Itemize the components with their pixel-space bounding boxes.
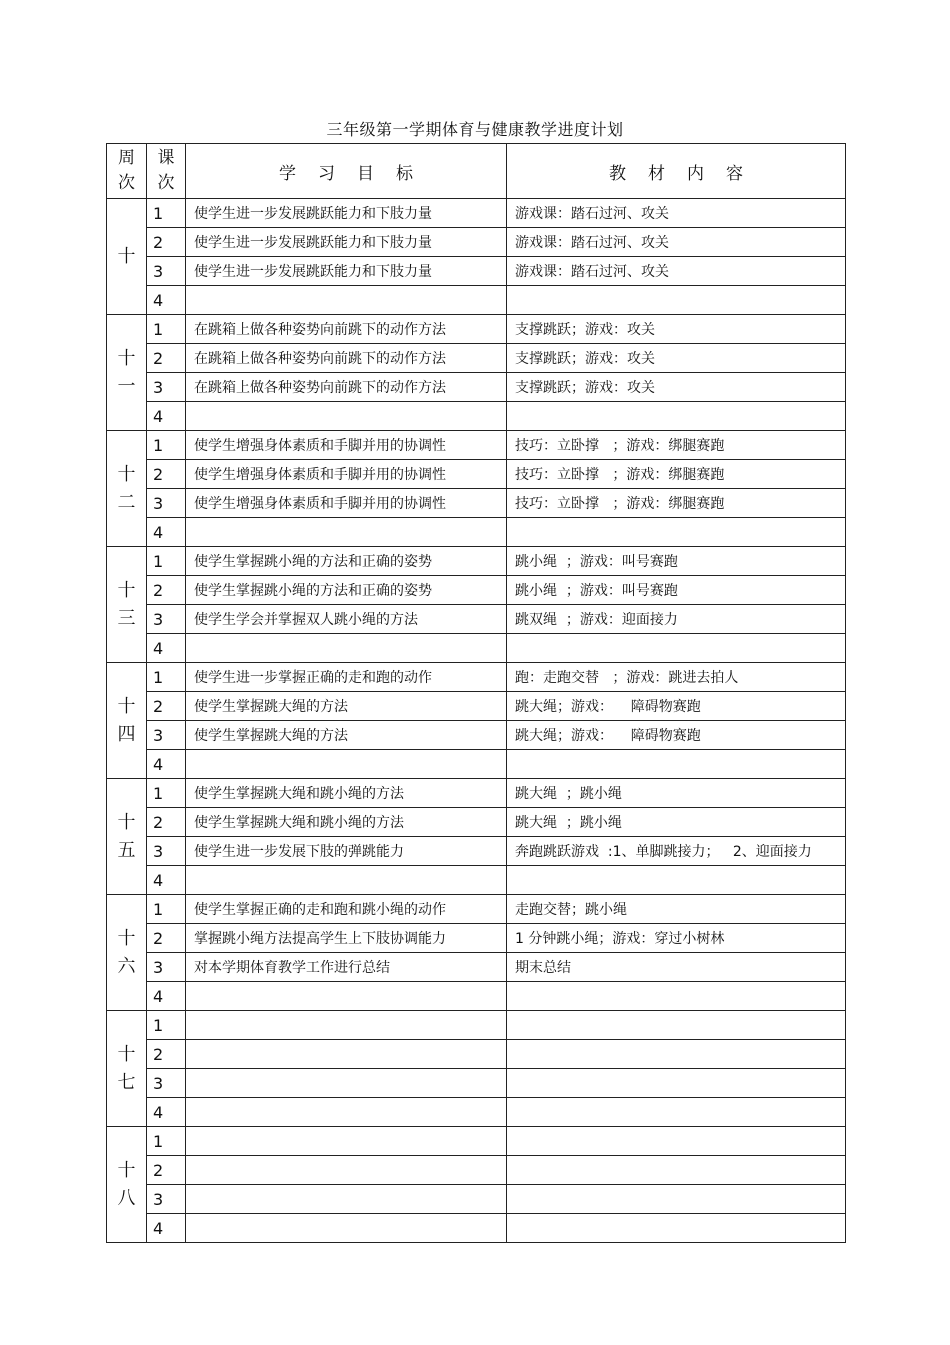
week-cell: 十 xyxy=(107,199,147,315)
lesson-number-cell: 1 xyxy=(147,1127,186,1156)
lesson-number-cell: 2 xyxy=(147,344,186,373)
teaching-content-cell xyxy=(507,750,846,779)
learning-goal-cell: 使学生学会并掌握双人跳小绳的方法 xyxy=(186,605,507,634)
teaching-content-cell xyxy=(507,1185,846,1214)
lesson-number-cell: 2 xyxy=(147,1040,186,1069)
learning-goal-cell: 使学生掌握跳大绳的方法 xyxy=(186,692,507,721)
lesson-number-cell: 2 xyxy=(147,924,186,953)
table-row xyxy=(107,634,846,663)
lesson-number-cell: 2 xyxy=(147,576,186,605)
learning-goal-cell: 使学生进一步掌握正确的走和跑的动作 xyxy=(186,663,507,692)
learning-goal-cell: 使学生掌握跳大绳的方法 xyxy=(186,721,507,750)
lesson-number-cell: 1 xyxy=(147,895,186,924)
lesson-number-cell: 4 xyxy=(147,866,186,895)
table-row xyxy=(107,692,846,721)
header-goal: 学习目标 xyxy=(186,144,507,199)
teaching-content-cell: 技巧：立卧撑 ；游戏：绑腿赛跑 xyxy=(507,489,846,518)
table-row xyxy=(107,866,846,895)
teaching-content-cell: 支撑跳跃；游戏：攻关 xyxy=(507,344,846,373)
learning-goal-cell: 使学生掌握跳大绳和跳小绳的方法 xyxy=(186,808,507,837)
learning-goal-cell xyxy=(186,1011,507,1040)
teaching-content-cell xyxy=(507,1069,846,1098)
learning-goal-cell: 掌握跳小绳方法提高学生上下肢协调能力 xyxy=(186,924,507,953)
week-cell: 十八 xyxy=(107,1127,147,1243)
learning-goal-cell xyxy=(186,1214,507,1243)
table-row xyxy=(107,808,846,837)
table-row xyxy=(107,1011,846,1040)
teaching-content-cell: 游戏课：踏石过河、攻关 xyxy=(507,257,846,286)
table-row xyxy=(107,373,846,402)
table-row xyxy=(107,1214,846,1243)
table-header-row xyxy=(107,144,846,199)
teaching-content-cell xyxy=(507,1098,846,1127)
teaching-content-cell: 跳小绳 ；游戏：叫号赛跑 xyxy=(507,547,846,576)
learning-goal-cell xyxy=(186,1098,507,1127)
table-row xyxy=(107,518,846,547)
table-row xyxy=(107,344,846,373)
table-row xyxy=(107,895,846,924)
teaching-content-cell: 游戏课：踏石过河、攻关 xyxy=(507,228,846,257)
table-row xyxy=(107,1040,846,1069)
teaching-content-cell xyxy=(507,1127,846,1156)
teaching-content-cell: 走跑交替；跳小绳 xyxy=(507,895,846,924)
lesson-number-cell: 1 xyxy=(147,1011,186,1040)
lesson-number-cell: 4 xyxy=(147,634,186,663)
learning-goal-cell: 在跳箱上做各种姿势向前跳下的动作方法 xyxy=(186,315,507,344)
header-content: 教材内容 xyxy=(507,144,846,199)
table-row xyxy=(107,460,846,489)
learning-goal-cell: 使学生进一步发展跳跃能力和下肢力量 xyxy=(186,257,507,286)
teaching-content-cell: 跳双绳 ；游戏：迎面接力 xyxy=(507,605,846,634)
lesson-number-cell: 1 xyxy=(147,199,186,228)
table-row xyxy=(107,924,846,953)
learning-goal-cell: 对本学期体育教学工作进行总结 xyxy=(186,953,507,982)
lesson-number-cell: 1 xyxy=(147,779,186,808)
week-cell: 十一 xyxy=(107,315,147,431)
lesson-number-cell: 4 xyxy=(147,750,186,779)
table-row xyxy=(107,837,846,866)
lesson-number-cell: 1 xyxy=(147,547,186,576)
teaching-content-cell: 跳大绳 ；跳小绳 xyxy=(507,808,846,837)
learning-goal-cell: 使学生进一步发展下肢的弹跳能力 xyxy=(186,837,507,866)
learning-goal-cell xyxy=(186,982,507,1011)
learning-goal-cell xyxy=(186,402,507,431)
learning-goal-cell: 使学生掌握跳大绳和跳小绳的方法 xyxy=(186,779,507,808)
lesson-number-cell: 1 xyxy=(147,315,186,344)
table-row xyxy=(107,1069,846,1098)
teaching-content-cell: 跳大绳；游戏： 障碍物赛跑 xyxy=(507,692,846,721)
learning-goal-cell: 在跳箱上做各种姿势向前跳下的动作方法 xyxy=(186,344,507,373)
table-row xyxy=(107,1127,846,1156)
learning-goal-cell xyxy=(186,1040,507,1069)
learning-goal-cell: 使学生增强身体素质和手脚并用的协调性 xyxy=(186,489,507,518)
week-cell: 十二 xyxy=(107,431,147,547)
lesson-number-cell: 3 xyxy=(147,953,186,982)
learning-goal-cell xyxy=(186,286,507,315)
lesson-number-cell: 4 xyxy=(147,982,186,1011)
learning-goal-cell: 使学生掌握正确的走和跑和跳小绳的动作 xyxy=(186,895,507,924)
learning-goal-cell xyxy=(186,1156,507,1185)
header-lesson: 课次 xyxy=(147,144,186,199)
teaching-plan-table xyxy=(106,143,846,1243)
learning-goal-cell: 使学生进一步发展跳跃能力和下肢力量 xyxy=(186,228,507,257)
lesson-number-cell: 2 xyxy=(147,692,186,721)
table-row xyxy=(107,750,846,779)
teaching-content-cell: 技巧：立卧撑 ；游戏：绑腿赛跑 xyxy=(507,460,846,489)
teaching-content-cell xyxy=(507,286,846,315)
lesson-number-cell: 2 xyxy=(147,228,186,257)
table-body xyxy=(107,199,846,1243)
lesson-number-cell: 4 xyxy=(147,1214,186,1243)
page-title: 三年级第一学期体育与健康教学进度计划 xyxy=(326,120,624,139)
lesson-number-cell: 1 xyxy=(147,431,186,460)
table-row xyxy=(107,257,846,286)
table-row xyxy=(107,1098,846,1127)
table-row xyxy=(107,315,846,344)
table-row xyxy=(107,605,846,634)
lesson-number-cell: 3 xyxy=(147,257,186,286)
learning-goal-cell xyxy=(186,750,507,779)
lesson-number-cell: 2 xyxy=(147,1156,186,1185)
learning-goal-cell: 使学生掌握跳小绳的方法和正确的姿势 xyxy=(186,547,507,576)
teaching-content-cell: 技巧：立卧撑 ；游戏：绑腿赛跑 xyxy=(507,431,846,460)
learning-goal-cell: 使学生增强身体素质和手脚并用的协调性 xyxy=(186,431,507,460)
week-cell: 十五 xyxy=(107,779,147,895)
lesson-number-cell: 3 xyxy=(147,373,186,402)
header-week: 周次 xyxy=(107,144,147,199)
teaching-content-cell xyxy=(507,1040,846,1069)
lesson-number-cell: 4 xyxy=(147,402,186,431)
lesson-number-cell: 3 xyxy=(147,721,186,750)
teaching-content-cell xyxy=(507,1156,846,1185)
learning-goal-cell: 使学生进一步发展跳跃能力和下肢力量 xyxy=(186,199,507,228)
lesson-number-cell: 2 xyxy=(147,460,186,489)
learning-goal-cell xyxy=(186,634,507,663)
teaching-content-cell: 跑：走跑交替 ；游戏：跳进去拍人 xyxy=(507,663,846,692)
learning-goal-cell: 在跳箱上做各种姿势向前跳下的动作方法 xyxy=(186,373,507,402)
week-cell: 十六 xyxy=(107,895,147,1011)
week-cell: 十四 xyxy=(107,663,147,779)
learning-goal-cell xyxy=(186,1127,507,1156)
teaching-content-cell: 跳大绳 ；跳小绳 xyxy=(507,779,846,808)
lesson-number-cell: 2 xyxy=(147,808,186,837)
teaching-content-cell: 支撑跳跃；游戏：攻关 xyxy=(507,373,846,402)
table-row xyxy=(107,953,846,982)
table-row xyxy=(107,576,846,605)
lesson-number-cell: 3 xyxy=(147,489,186,518)
table-row xyxy=(107,721,846,750)
teaching-content-cell: 1 分钟跳小绳；游戏：穿过小树林 xyxy=(507,924,846,953)
lesson-number-cell: 3 xyxy=(147,837,186,866)
week-cell: 十七 xyxy=(107,1011,147,1127)
teaching-content-cell: 跳大绳；游戏： 障碍物赛跑 xyxy=(507,721,846,750)
table-row xyxy=(107,402,846,431)
lesson-number-cell: 3 xyxy=(147,605,186,634)
lesson-number-cell: 3 xyxy=(147,1185,186,1214)
table-row xyxy=(107,431,846,460)
learning-goal-cell xyxy=(186,866,507,895)
table-row xyxy=(107,228,846,257)
learning-goal-cell: 使学生掌握跳小绳的方法和正确的姿势 xyxy=(186,576,507,605)
table-row xyxy=(107,779,846,808)
learning-goal-cell xyxy=(186,518,507,547)
table-row xyxy=(107,489,846,518)
week-cell: 十三 xyxy=(107,547,147,663)
lesson-number-cell: 1 xyxy=(147,663,186,692)
teaching-content-cell: 奔跑跳跃游戏 :1、单脚跳接力； 2、迎面接力 xyxy=(507,837,846,866)
lesson-number-cell: 3 xyxy=(147,1069,186,1098)
teaching-content-cell xyxy=(507,634,846,663)
learning-goal-cell xyxy=(186,1069,507,1098)
table-row xyxy=(107,547,846,576)
learning-goal-cell: 使学生增强身体素质和手脚并用的协调性 xyxy=(186,460,507,489)
table-row xyxy=(107,663,846,692)
teaching-content-cell: 游戏课：踏石过河、攻关 xyxy=(507,199,846,228)
table-row xyxy=(107,1185,846,1214)
table-row xyxy=(107,982,846,1011)
teaching-content-cell: 期末总结 xyxy=(507,953,846,982)
table-row xyxy=(107,286,846,315)
teaching-content-cell xyxy=(507,982,846,1011)
teaching-content-cell xyxy=(507,402,846,431)
teaching-content-cell xyxy=(507,1214,846,1243)
teaching-content-cell xyxy=(507,1011,846,1040)
teaching-content-cell: 跳小绳 ；游戏：叫号赛跑 xyxy=(507,576,846,605)
learning-goal-cell xyxy=(186,1185,507,1214)
teaching-content-cell xyxy=(507,866,846,895)
table-row xyxy=(107,1156,846,1185)
lesson-number-cell: 4 xyxy=(147,1098,186,1127)
teaching-content-cell xyxy=(507,518,846,547)
lesson-number-cell: 4 xyxy=(147,518,186,547)
table-row xyxy=(107,199,846,228)
teaching-content-cell: 支撑跳跃；游戏：攻关 xyxy=(507,315,846,344)
lesson-number-cell: 4 xyxy=(147,286,186,315)
